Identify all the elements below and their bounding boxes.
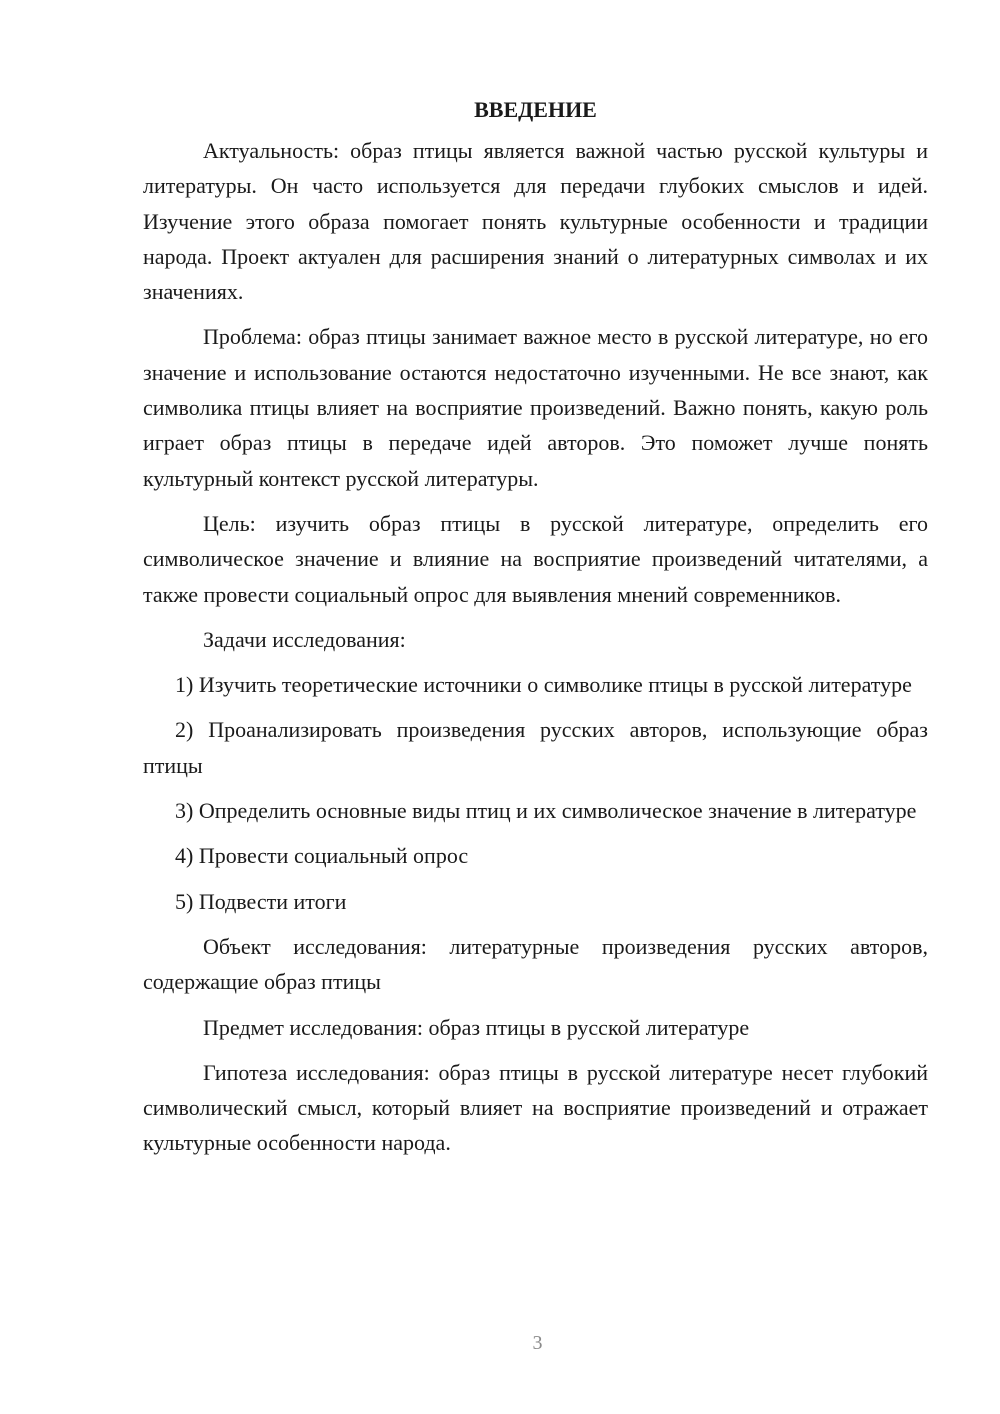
page-title: ВВЕДЕНИЕ [474,97,597,122]
list-item: 4) Провести социальный опрос [175,843,469,869]
page-number: 3 [532,1332,543,1354]
object-paragraph: Объект исследования: литературные произведения русских авторов, содержащие образ птицы [143,933,928,995]
problem-paragraph: Проблема: образ птицы занимает важное место в русской литературе, но его значение и использование остаются недостаточно изученными. Не все знают, как символика птицы влияет на восприятие произведений. Важно понять, какую роль играет образ птицы в передаче идей авторов. Это поможет лучше понять культурный контекст русской литературы. [143,324,928,491]
subject-paragraph: Предмет исследования: образ птицы в русской литературе [203,1014,750,1040]
list-item: 5) Подвести итоги [175,888,347,914]
list-item: 1) Изучить теоретические источники о символике птицы в русской литературе [175,672,912,698]
list-item: 3) Определить основные виды птиц и их символическое значение в литературе [175,798,917,824]
document-page [143,92,928,1171]
tasks-heading: Задачи исследования: [203,626,406,652]
list-item: 2) Проанализировать произведения русских авторов, использующие образ птицы [143,717,928,778]
goal-paragraph: Цель: изучить образ птицы в русской литературе, определить его символическое значение и влияние на восприятие произведений читателями, а также провести социальный опрос для выявления мнений современников. [143,510,928,607]
tasks-list [143,667,928,919]
hypothesis-paragraph: Гипотеза исследования: образ птицы в русской литературе несет глубокий символический смысл, который влияет на восприятие произведений и отражает культурные особенности народа. [143,1059,928,1156]
relevance-paragraph: Актуальность: образ птицы является важной частью русской культуры и литературы. Он часто используется для передачи глубоких смыслов и идей. Изучение этого образа помогает понять культурные особенности и традиции народа. Проект актуален для расширения знаний о литературных символах и их значениях. [143,138,928,305]
